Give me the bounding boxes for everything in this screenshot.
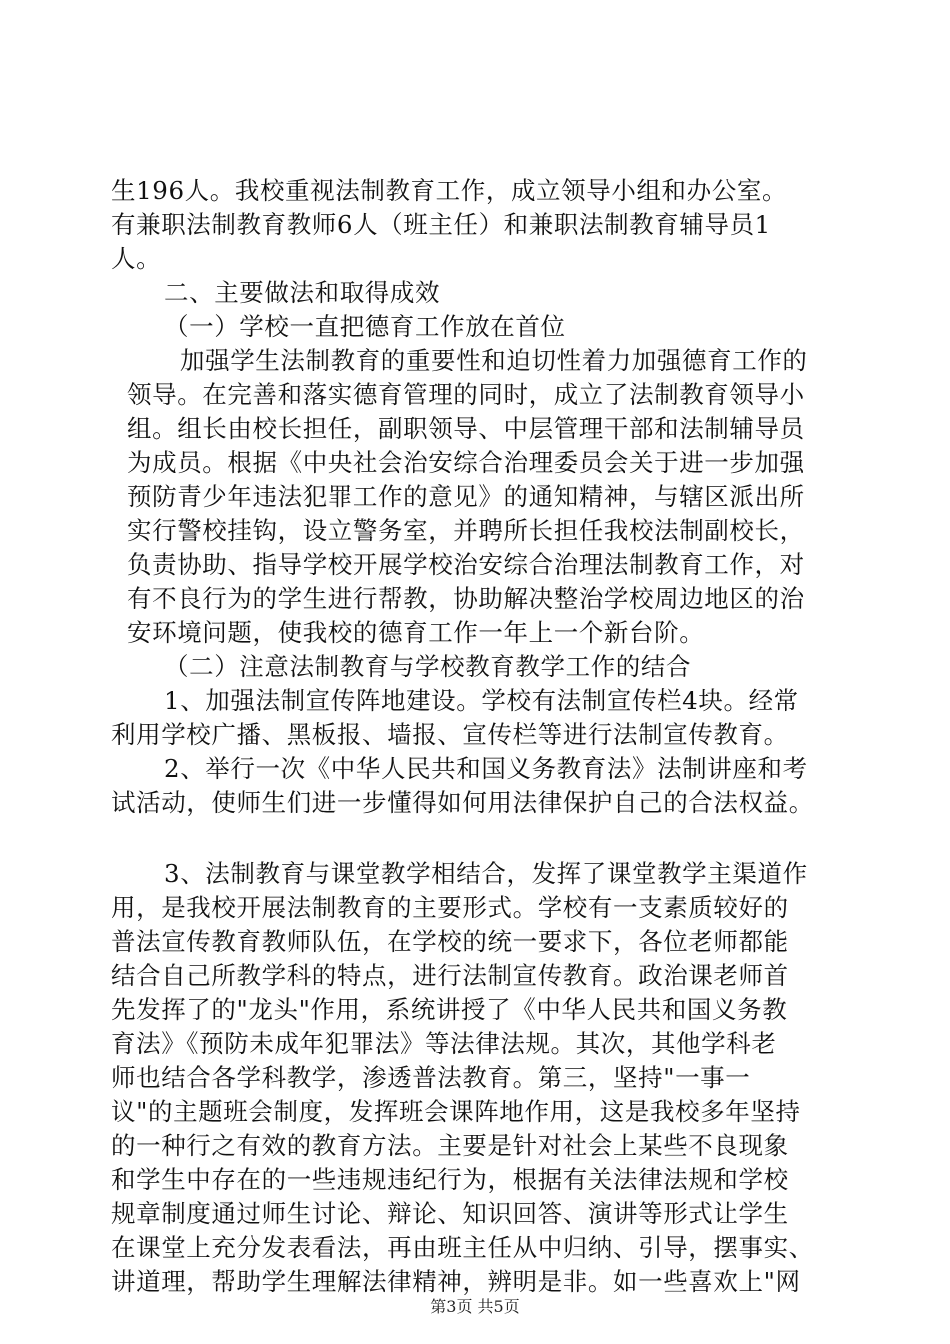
text-line: 3、法制教育与课堂教学相结合，发挥了课堂教学主渠道作 bbox=[164, 859, 808, 888]
text-line: 的一种行之有效的教育方法。主要是针对社会上某些不良现象 bbox=[111, 1131, 789, 1160]
text-line: 在课堂上充分发表看法，再由班主任从中归纳、引导，摆事实、 bbox=[111, 1233, 814, 1262]
text-line: 实行警校挂钩，设立警务室，并聘所长担任我校法制副校长， bbox=[127, 516, 805, 545]
text-line: 组。组长由校长担任，副职领导、中层管理干部和法制辅导员 bbox=[127, 414, 805, 443]
text-line: 1、加强法制宣传阵地建设。学校有法制宣传栏4块。经常 bbox=[164, 686, 799, 715]
text-line: 利用学校广播、黑板报、墙报、宣传栏等进行法制宣传教育。 bbox=[111, 720, 789, 749]
text-line: 普法宣传教育教师队伍，在学校的统一要求下，各位老师都能 bbox=[111, 927, 789, 956]
text-line: 领导。在完善和落实德育管理的同时，成立了法制教育领导小 bbox=[127, 380, 805, 409]
text-line: 规章制度通过师生讨论、辩论、知识回答、演讲等形式让学生 bbox=[111, 1199, 789, 1228]
subsection-heading: （一）学校一直把德育工作放在首位 bbox=[164, 312, 566, 341]
text-line: 有兼职法制教育教师6人（班主任）和兼职法制教育辅导员1 bbox=[111, 210, 771, 239]
text-line: 讲道理，帮助学生理解法律精神，辨明是非。如一些喜欢上"网 bbox=[111, 1267, 801, 1296]
text-line: 结合自己所教学科的特点，进行法制宣传教育。政治课老师首 bbox=[111, 961, 789, 990]
text-line: 预防青少年违法犯罪工作的意见》的通知精神，与辖区派出所 bbox=[127, 482, 805, 511]
text-line: 议"的主题班会制度，发挥班会课阵地作用，这是我校多年坚持 bbox=[111, 1097, 801, 1126]
text-line: 生196人。我校重视法制教育工作，成立领导小组和办公室。 bbox=[111, 176, 788, 205]
text-line: 负责协助、指导学校开展学校治安综合治理法制教育工作，对 bbox=[127, 550, 805, 579]
text-line: 育法》《预防未成年犯罪法》等法律法规。其次，其他学科老 bbox=[111, 1029, 777, 1058]
text-line: 人。 bbox=[111, 244, 162, 273]
text-line: 用，是我校开展法制教育的主要形式。学校有一支素质较好的 bbox=[111, 893, 789, 922]
text-line: 为成员。根据《中央社会治安综合治理委员会关于进一步加强 bbox=[127, 448, 805, 477]
text-line: 有不良行为的学生进行帮教，协助解决整治学校周边地区的治 bbox=[127, 584, 805, 613]
section-heading: 二、主要做法和取得成效 bbox=[164, 278, 441, 307]
text-line: 加强学生法制教育的重要性和迫切性着力加强德育工作的 bbox=[180, 346, 808, 375]
text-line: 和学生中存在的一些违规违纪行为，根据有关法律法规和学校 bbox=[111, 1165, 789, 1194]
text-line: 安环境问题，使我校的德育工作一年上一个新台阶。 bbox=[127, 618, 705, 647]
text-line: 师也结合各学科教学，渗透普法教育。第三，坚持"一事一 bbox=[111, 1063, 751, 1092]
page-number-footer: 第3页 共5页 bbox=[430, 1297, 520, 1316]
subsection-heading: （二）注意法制教育与学校教育教学工作的结合 bbox=[164, 652, 692, 681]
text-line: 试活动，使师生们进一步懂得如何用法律保护自己的合法权益。 bbox=[111, 788, 814, 817]
text-line: 2、举行一次《中华人民共和国义务教育法》法制讲座和考 bbox=[164, 754, 808, 783]
text-line: 先发挥了的"龙头"作用，系统讲授了《中华人民共和国义务教 bbox=[111, 995, 788, 1024]
